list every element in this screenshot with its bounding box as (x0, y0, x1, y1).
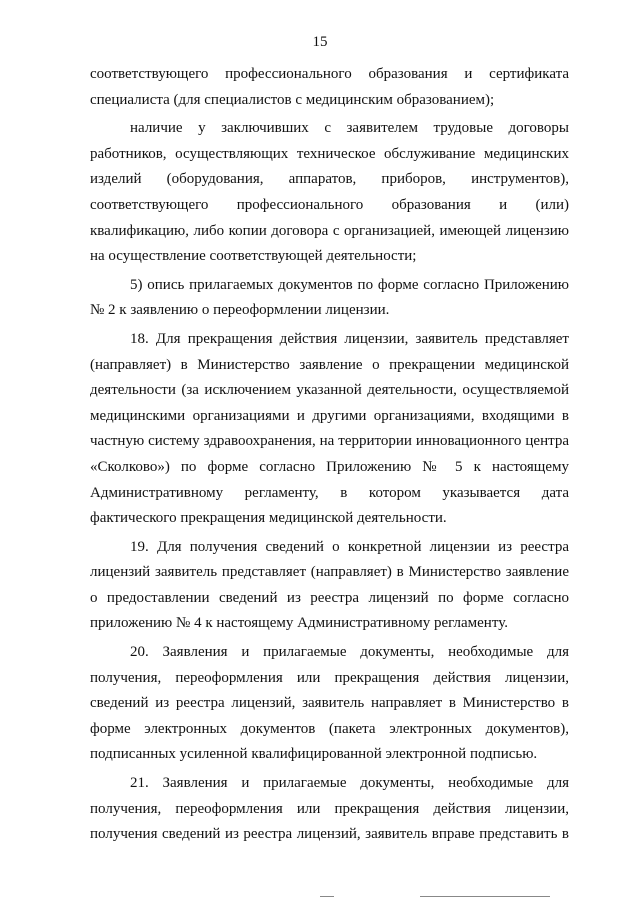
footer-mark-right (420, 896, 550, 897)
paragraph-19: 19. Для получения сведений о конкретной лицензии из реестра лицензий заявитель представляет (направляет) в Министерство заявление о предоставлении сведений из реестра лицензий по форме согласно приложению № 4 к настоящему Административному регламенту. (90, 538, 569, 632)
paragraph-staff-qualification: наличие у заключивших с заявителем трудовые договоры работников, осуществляющих техническое обслуживание медицинских изделий (оборудования, аппаратов, приборов, инструментов), соответствующего профессионального образования и (или) квалификацию, либо копии договора с организацией, имеющей лицензию на осуществление соответствующей деятельности; (90, 120, 569, 265)
document-body (90, 62, 569, 851)
page-number: 15 (312, 34, 328, 50)
footer-mark-left (320, 896, 334, 897)
footer-scan-marks (300, 890, 560, 900)
paragraph-20: 20. Заявления и прилагаемые документы, необходимые для получения, переоформления или прекращения действия лицензии, сведений из реестра лицензий, заявитель направляет в Министерство в форме электронных документов (пакета электронных документов), подписанных усиленной квалифицированной электронной подписью. (90, 644, 569, 763)
paragraph-continuation: соответствующего профессионального образования и сертификата специалиста (для специалистов с медицинским образованием); (90, 66, 569, 108)
paragraph-18: 18. Для прекращения действия лицензии, заявитель представляет (направляет) в Министерство заявление о прекращении медицинской деятельности (за исключением указанной деятельности, осуществляемой медицинскими организациями и другими организациями, входящими в частную систему здравоохранения, на территории инновационного центра «Сколково») по форме согласно Приложению № 5 к настоящему Административному регламенту, в котором указывается дата фактического прекращения медицинской деятельности. (90, 330, 569, 527)
paragraph-21: 21. Заявления и прилагаемые документы, необходимые для получения, переоформления или прекращения действия лицензии, получения сведений из реестра лицензий, заявитель вправе представить в (90, 775, 569, 843)
paragraph-item-5: 5) опись прилагаемых документов по форме согласно Приложению № 2 к заявлению о переоформлении лицензии. (90, 276, 569, 319)
